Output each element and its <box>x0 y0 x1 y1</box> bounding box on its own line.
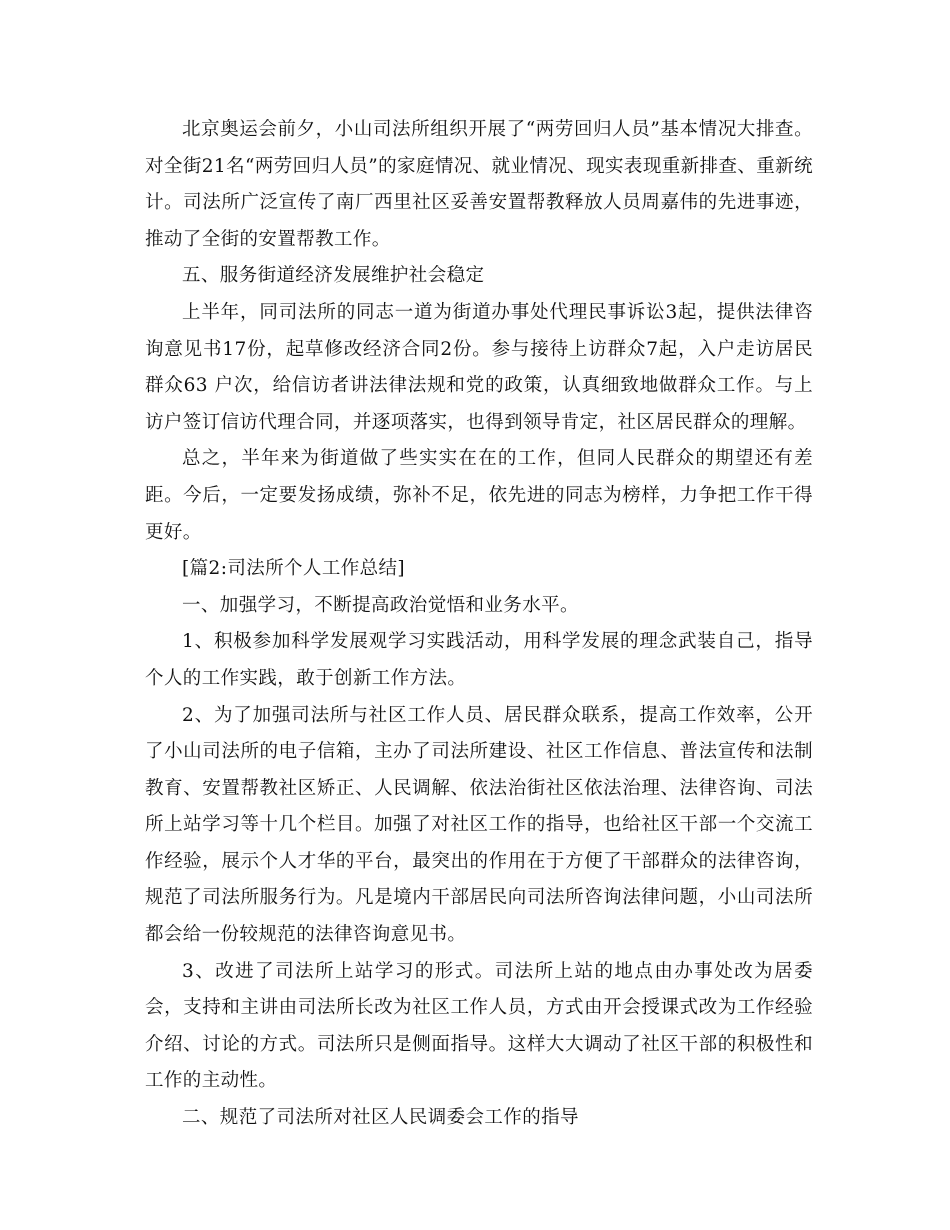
paragraph: 上半年，同司法所的同志一道为街道办事处代理民事诉讼3起，提供法律咨询意见书17份，起草修改经济合同2份。参与接待上访群众7起，入户走访居民群众63 户次，给信访者讲法律法规和党的政策，认真细致地做群众工作。与上访户签订信访代理合同，并逐项落实，也得到领导肯定，社区居民群众的理解。 <box>145 301 813 433</box>
paragraph: 1、积极参加科学发展观学习实践活动，用科学发展的理念武装自己，指导个人的工作实践，敢于创新工作方法。 <box>145 631 813 689</box>
paragraph: 北京奥运会前夕，小山司法所组织开展了“两劳回归人员”基本情况大排查。对全街21名“两劳回归人员”的家庭情况、就业情况、现实表现重新排查、重新统计。司法所广泛宣传了南厂西里社区妥善安置帮教释放人员周嘉伟的先进事迹，推动了全街的安置帮教工作。 <box>145 119 813 250</box>
article-title: [篇2:司法所个人工作总结] <box>182 558 406 580</box>
paragraph: 总之，半年来为街道做了些实实在在的工作，但同人民群众的期望还有差距。今后，一定要发扬成绩，弥补不足，依先进的同志为榜样，力争把工作干得更好。 <box>145 448 813 543</box>
section-heading: 五、服务街道经济发展维护社会稳定 <box>182 265 485 287</box>
paragraph: 3、改进了司法所上站学习的形式。司法所上站的地点由办事处改为居委会，支持和主讲由司法所长改为社区工作人员，方式由开会授课式改为工作经验介绍、讨论的方式。司法所只是侧面指导。这样大大调动了社区干部的积极性和工作的主动性。 <box>145 960 813 1092</box>
document-body <box>145 112 813 1137</box>
section-heading: 二、规范了司法所对社区人民调委会工作的指导 <box>182 1107 579 1129</box>
section-heading: 一、加强学习，不断提高政治觉悟和业务水平。 <box>182 594 579 616</box>
paragraph: 2、为了加强司法所与社区工作人员、居民群众联系，提高工作效率，公开了小山司法所的电子信箱，主办了司法所建设、社区工作信息、普法宣传和法制教育、安置帮教社区矫正、人民调解、依法治街社区依法治理、法律咨询、司法所上站学习等十几个栏目。加强了对社区工作的指导，也给社区干部一个交流工作经验，展示个人才华的平台，最突出的作用在于方便了干部群众的法律咨询，规范了司法所服务行为。凡是境内干部居民向司法所咨询法律问题，小山司法所都会给一份较规范的法律咨询意见书。 <box>145 704 813 946</box>
